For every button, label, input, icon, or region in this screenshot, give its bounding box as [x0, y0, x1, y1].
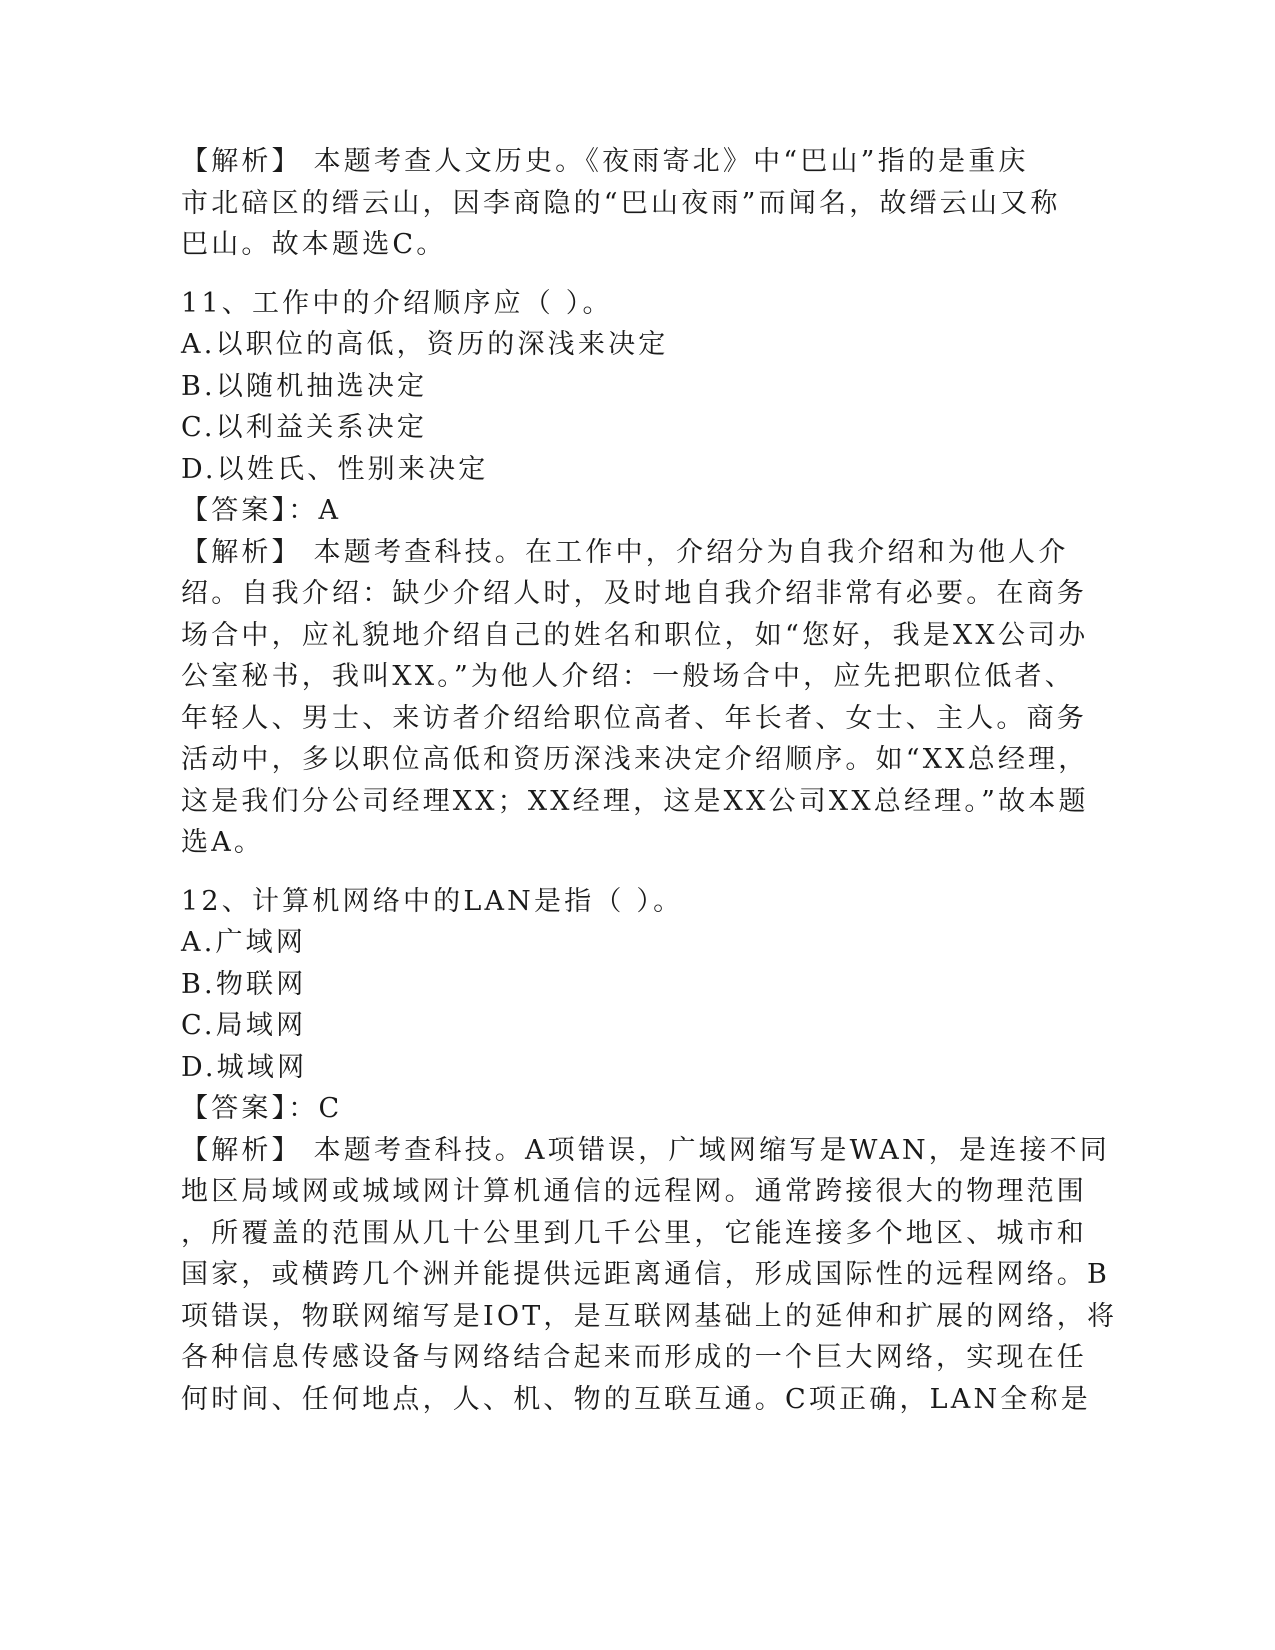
- explanation-line: 项错误，物联网缩写是IOT，是互联网基础上的延伸和扩展的网络，将: [181, 1300, 1118, 1332]
- question-text: 12、计算机网络中的LAN是指（ ）。: [181, 885, 684, 917]
- answer: 【答案】：A: [181, 495, 342, 526]
- q10-explanation: [181, 141, 1061, 266]
- option-c: C.以利益关系决定: [181, 412, 428, 443]
- explanation-line: 国家，或横跨几个洲并能提供远距离通信，形成国际性的远程网络。B: [181, 1259, 1111, 1290]
- option-b: B.物联网: [181, 968, 307, 1000]
- answer: 【答案】：C: [181, 1093, 343, 1124]
- explanation-line: 市北碚区的缙云山，因李商隐的“巴山夜雨”而闻名，故缙云山又称: [181, 187, 1061, 219]
- explanation-line: 活动中，多以职位高低和资历深浅来决定介绍顺序。如“XX总经理，: [181, 744, 1089, 775]
- explanation-line: 这是我们分公司经理XX；XX经理，这是XX公司XX总经理。”故本题: [181, 785, 1089, 817]
- explanation-line: 各种信息传感设备与网络结合起来而形成的一个巨大网络，实现在任: [181, 1342, 1087, 1373]
- document-page: [181, 141, 1118, 1420]
- explanation: [181, 1130, 1118, 1421]
- option-a: A.以职位的高低，资历的深浅来决定: [181, 329, 669, 360]
- explanation-line: 何时间、任何地点，人、机、物的互联互通。C项正确，LAN全称是: [181, 1383, 1091, 1415]
- explanation-line: 地区局域网或城域网计算机通信的远程网。通常跨接很大的物理范围: [181, 1176, 1087, 1207]
- explanation-line: 巴山。故本题选C。: [181, 229, 447, 260]
- explanation-line: 【解析】 本题考查科技。在工作中，介绍分为自我介绍和为他人介: [181, 536, 1069, 568]
- explanation-line: 【解析】 本题考查科技。A项错误，广域网缩写是WAN，是连接不同: [181, 1134, 1111, 1166]
- explanation-line: 公室秘书，我叫XX。”为他人介绍：一般场合中，应先把职位低者、: [181, 661, 1075, 692]
- explanation-line: 年轻人、男士、来访者介绍给职位高者、年长者、女士、主人。商务: [181, 702, 1087, 734]
- option-c: C.局域网: [181, 1010, 307, 1041]
- explanation-line: 绍。自我介绍：缺少介绍人时，及时地自我介绍非常有必要。在商务: [181, 578, 1087, 609]
- explanation-line: ，所覆盖的范围从几十公里到几千公里，它能连接多个地区、城市和: [181, 1217, 1087, 1249]
- option-a: A.广域网: [181, 927, 307, 958]
- question-text: 11、工作中的介绍顺序应（ ）。: [181, 287, 613, 319]
- option-d: D.以姓氏、性别来决定: [181, 453, 489, 485]
- explanation-line: 【解析】 本题考查人文历史。《夜雨寄北》中“巴山”指的是重庆: [181, 146, 1029, 177]
- question-11: [181, 283, 1089, 864]
- option-d: D.城域网: [181, 1051, 308, 1083]
- option-b: B.以随机抽选决定: [181, 370, 428, 402]
- explanation-line: 场合中，应礼貌地介绍自己的姓名和职位，如“您好，我是XX公司办: [181, 619, 1089, 651]
- explanation-line: 选A。: [181, 827, 265, 858]
- explanation: [181, 532, 1089, 864]
- question-12: [181, 881, 1118, 1421]
